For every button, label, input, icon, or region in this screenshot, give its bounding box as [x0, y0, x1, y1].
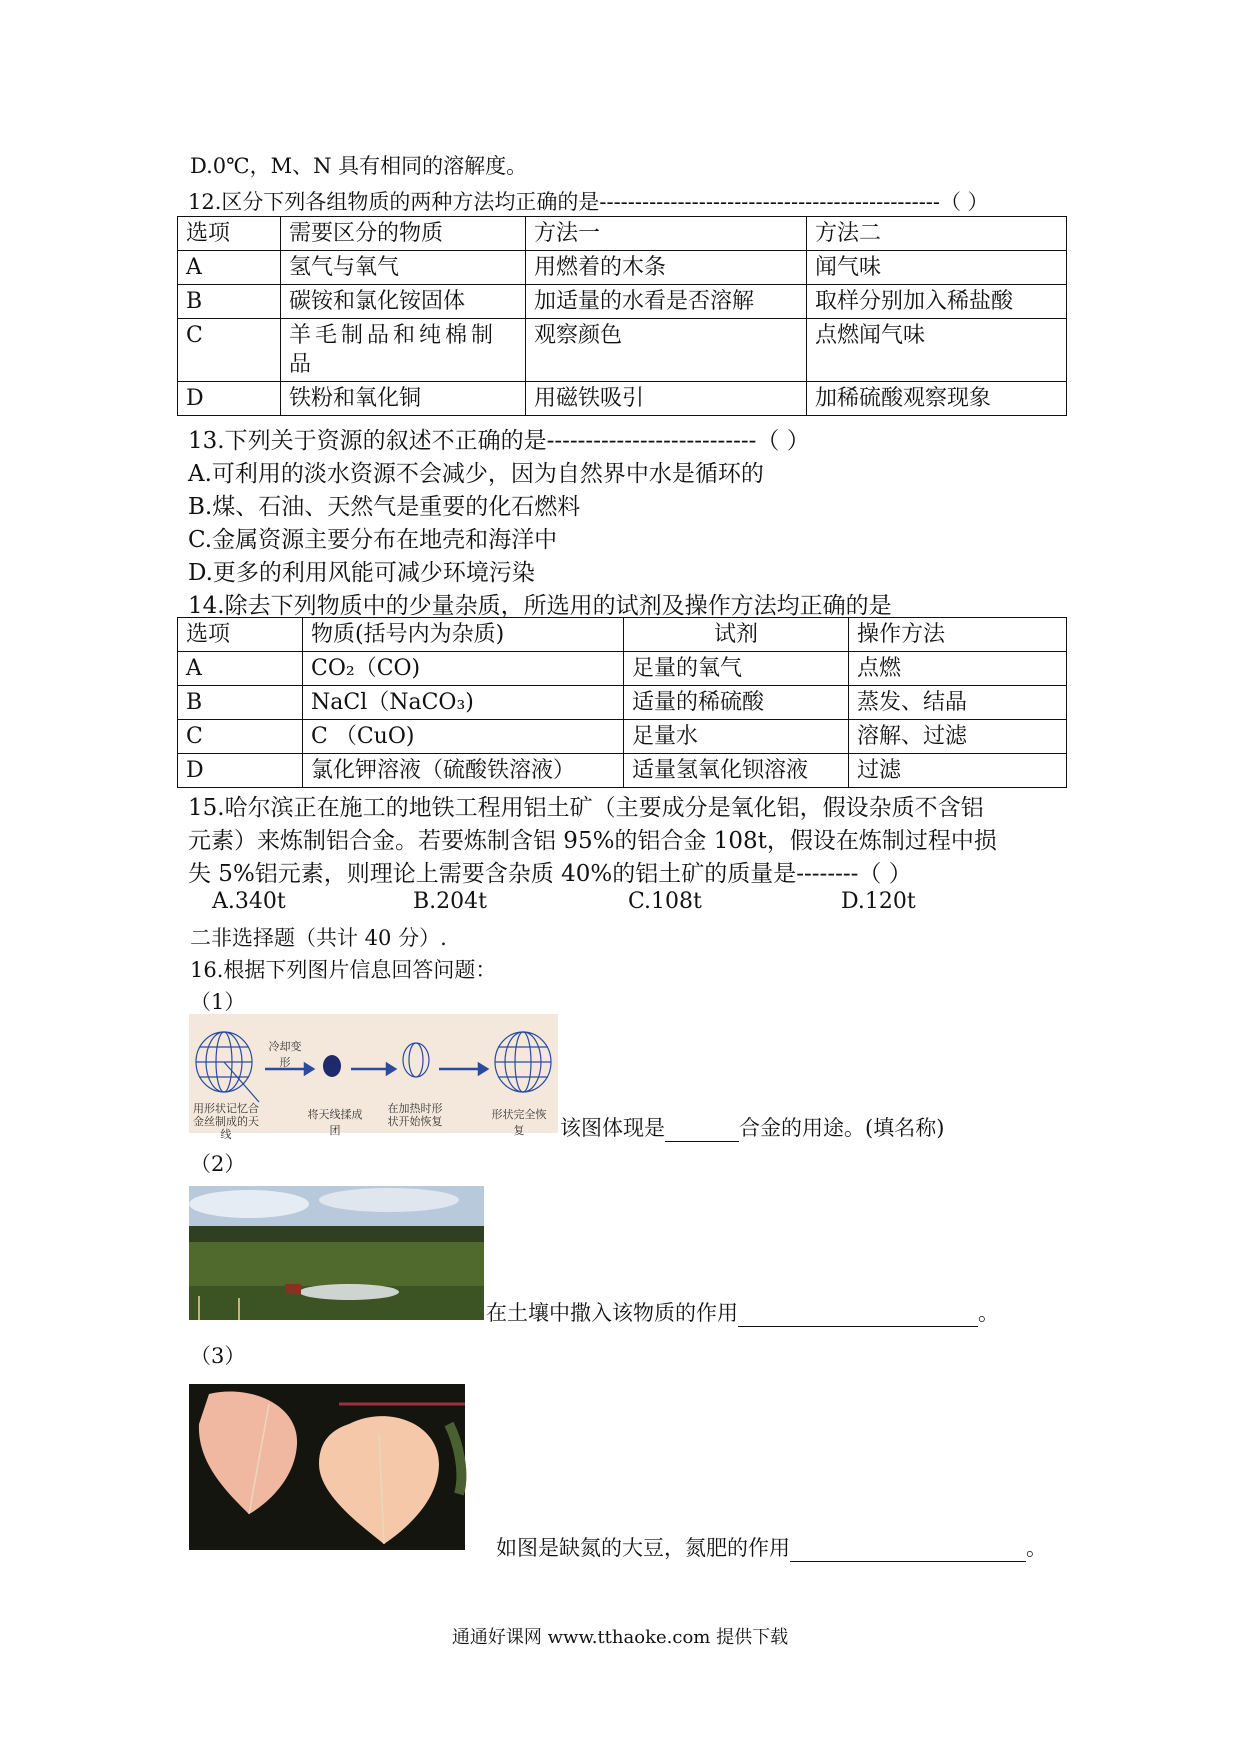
table-header: 选项 [178, 217, 281, 251]
q15-option-a: A.340t [212, 889, 286, 914]
table-cell: 氯化钾溶液（硫酸铁溶液） [303, 754, 624, 788]
caption-text: 在土壤中撒入该物质的作用 [486, 1301, 738, 1325]
option-d-line: D.0℃，M、N 具有相同的溶解度。 [190, 154, 528, 178]
q13-option-d: D.更多的利用风能可减少环境污染 [188, 560, 535, 586]
q13-text: 13.下列关于资源的叙述不正确的是---------------------------（ ） [188, 428, 810, 454]
table-row [178, 618, 1067, 652]
table-row [178, 285, 1067, 319]
field-spreading-photo [189, 1186, 484, 1320]
q14-text: 14.除去下列物质中的少量杂质，所选用的试剂及操作方法均正确的是 [188, 593, 892, 619]
table-cell: 加适量的水看是否溶解 [526, 285, 807, 319]
table-cell: NaCl（NaCO₃) [303, 686, 624, 720]
table-cell: 溶解、过滤 [849, 720, 1067, 754]
caption-text: 如图是缺氮的大豆，氮肥的作用 [496, 1536, 790, 1560]
table-header: 需要区分的物质 [281, 217, 526, 251]
section-title: 二非选择题（共计 40 分）. [190, 926, 447, 950]
table-cell: 点燃闻气味 [807, 319, 1067, 382]
table-cell: C （CuO) [303, 720, 624, 754]
table-cell: C [178, 720, 303, 754]
table-cell: 碳铵和氯化铵固体 [281, 285, 526, 319]
q15-line-1: 15.哈尔滨正在施工的地铁工程用铝土矿（主要成分是氧化铝，假设杂质不含铝 [188, 795, 984, 821]
table-row [178, 251, 1067, 285]
table-cell: 足量水 [624, 720, 849, 754]
q16-text: 16.根据下列图片信息回答问题： [190, 958, 497, 982]
q16-part1-label: （1） [190, 990, 246, 1014]
q15-line-3: 失 5%铝元素，则理论上需要含杂质 40%的铝土矿的质量是--------（ ） [188, 861, 912, 887]
table-header: 方法二 [807, 217, 1067, 251]
table-cell: 蒸发、结晶 [849, 686, 1067, 720]
q13-option-b: B.煤、石油、天然气是重要的化石燃料 [188, 494, 581, 520]
page-footer: 通通好课网 www.tthaoke.com 提供下载 [451, 1627, 789, 1648]
soybean-leaves-photo [189, 1384, 465, 1550]
table-cell: A [178, 652, 303, 686]
caption-text: 合金的用途。(填名称) [739, 1116, 945, 1140]
table-cell: A [178, 251, 281, 285]
table-row [178, 217, 1067, 251]
table-cell: 取样分别加入稀盐酸 [807, 285, 1067, 319]
table-cell: 适量氢氧化钡溶液 [624, 754, 849, 788]
q12-table [177, 216, 1067, 416]
caption-end: 。 [1026, 1536, 1047, 1560]
shape-memory-antenna-figure [189, 1014, 558, 1141]
q13-option-a: A.可利用的淡水资源不会减少，因为自然界中水是循环的 [188, 461, 764, 487]
table-cell: 点燃 [849, 652, 1067, 686]
table-cell: 观察颜色 [526, 319, 807, 382]
answer-blank-1[interactable] [665, 1121, 739, 1142]
table-cell: 氢气与氧气 [281, 251, 526, 285]
caption-end: 。 [978, 1301, 999, 1325]
table-cell: D [178, 754, 303, 788]
q16-part3-caption [496, 1532, 1047, 1562]
table-cell: B [178, 686, 303, 720]
table-row [178, 652, 1067, 686]
table-cell: 羊毛制品和纯棉制品 [281, 319, 526, 382]
answer-blank-2[interactable] [738, 1306, 978, 1327]
caption-text: 该图体现是 [560, 1116, 665, 1140]
table-cell: 用磁铁吸引 [526, 382, 807, 416]
table-cell: 适量的稀硫酸 [624, 686, 849, 720]
fig-label-recovered: 形状完全恢复 [491, 1108, 547, 1137]
q15-option-c: C.108t [628, 889, 702, 914]
table-cell: D [178, 382, 281, 416]
table-header: 选项 [178, 618, 303, 652]
table-header: 方法一 [526, 217, 807, 251]
table-cell: CO₂（CO) [303, 652, 624, 686]
table-row [178, 382, 1067, 416]
table-row [178, 754, 1067, 788]
table-header: 操作方法 [849, 618, 1067, 652]
fig-label-crumple: 将天线揉成团 [307, 1108, 363, 1137]
fig-label-heating: 在加热时形状开始恢复 [387, 1102, 443, 1128]
table-cell: 过滤 [849, 754, 1067, 788]
q16-part3-label: （3） [190, 1344, 246, 1368]
fig-label-antenna: 用形状记忆合金丝制成的天线 [193, 1102, 259, 1141]
table-row [178, 319, 1067, 382]
field-photo-illustration [189, 1186, 484, 1320]
table-cell: C [178, 319, 281, 382]
q16-part2-label: （2） [190, 1152, 246, 1176]
table-cell: 加稀硫酸观察现象 [807, 382, 1067, 416]
answer-blank-3[interactable] [790, 1541, 1026, 1562]
q15-option-d: D.120t [841, 889, 916, 914]
q13-option-c: C.金属资源主要分布在地壳和海洋中 [188, 527, 558, 553]
table-cell: 足量的氧气 [624, 652, 849, 686]
q16-part1-caption [560, 1112, 944, 1142]
q15-option-b: B.204t [413, 889, 487, 914]
table-cell: 铁粉和氧化铜 [281, 382, 526, 416]
table-row [178, 686, 1067, 720]
table-header: 物质(括号内为杂质) [303, 618, 624, 652]
table-header: 试剂 [624, 618, 849, 652]
table-cell: 闻气味 [807, 251, 1067, 285]
q14-table [177, 617, 1067, 788]
fig-label-cool: 冷却变形 [268, 1040, 302, 1069]
q15-line-2: 元素）来炼制铝合金。若要炼制含铝 95%的铝合金 108t，假设在炼制过程中损 [188, 828, 997, 854]
q12-text: 12.区分下列各组物质的两种方法均正确的是------------------------------------------------（ ） [188, 190, 989, 214]
table-row [178, 720, 1067, 754]
q16-part2-caption [486, 1297, 999, 1327]
leaves-illustration [189, 1384, 465, 1550]
table-cell: B [178, 285, 281, 319]
table-cell: 用燃着的木条 [526, 251, 807, 285]
